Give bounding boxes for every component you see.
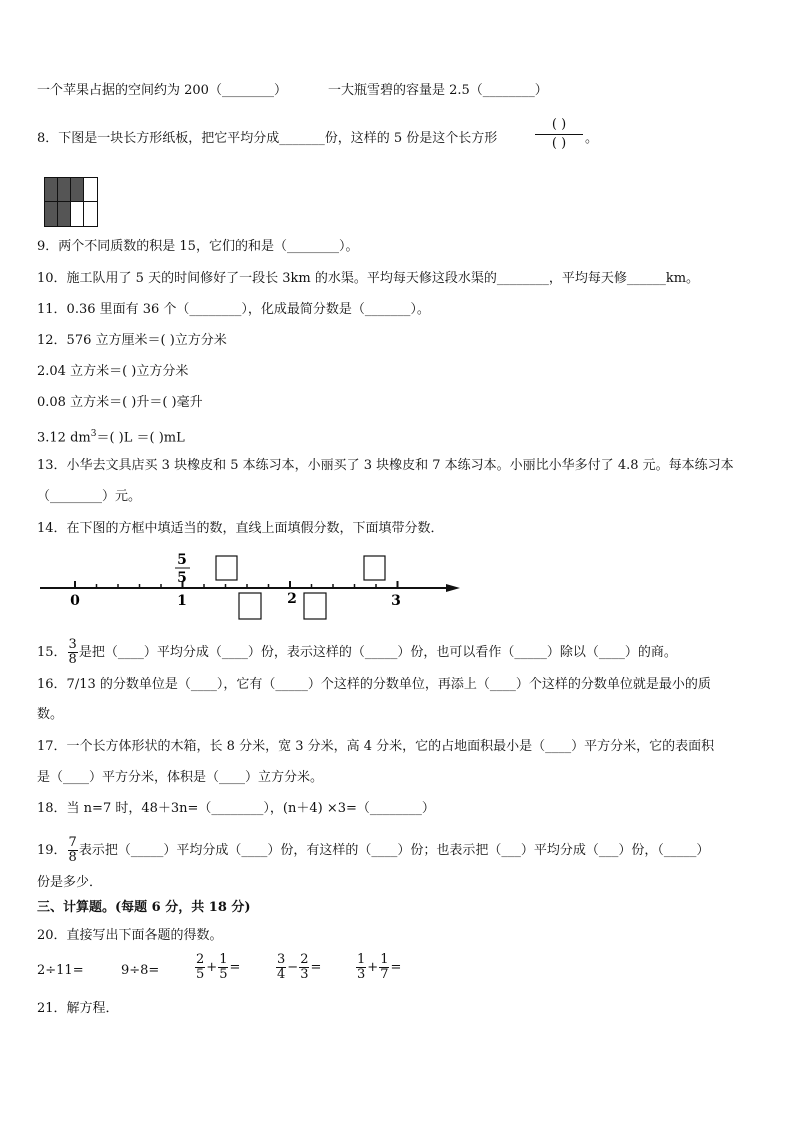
e3-a-den: 5: [196, 967, 205, 982]
q19-post: 表示把（_____）平均分成（____）份，有这样的（____）份；也表示把（___）平均分成（___）份，（_____）: [78, 843, 710, 858]
question-12a: 12．576 立方厘米＝( )立方分米: [37, 333, 227, 348]
grid-cell: [45, 202, 58, 226]
q19-den: 8: [68, 850, 77, 865]
answer-box-top-1[interactable]: [216, 556, 237, 580]
e3-a-num: 2: [196, 952, 205, 967]
nl-frac-num: 5: [177, 552, 187, 568]
grid-cell: [58, 202, 71, 226]
e4-b-num: 2: [300, 952, 309, 967]
e5-b-num: 1: [380, 952, 389, 967]
q15-den: 8: [68, 652, 77, 667]
question-14: 14．在下图的方框中填适当的数，直线上面填假分数，下面填带分数．: [37, 521, 444, 536]
question-12d: [37, 425, 185, 447]
question-17a: 17．一个长方体形状的木箱，长 8 分米，宽 3 分米，高 4 分米，它的占地面积最小是（____）平方分米，它的表面积: [37, 739, 715, 754]
nl-label-0: 0: [70, 593, 80, 609]
e5-a-den: 3: [357, 967, 366, 982]
e5-b-den: 7: [380, 967, 389, 982]
e4-b-den: 3: [300, 967, 309, 982]
grid-cell: [84, 178, 97, 202]
e4-a-num: 3: [277, 952, 286, 967]
calc-e3: [194, 953, 240, 982]
nl-label-1: 1: [177, 593, 187, 609]
e5-eq: =: [390, 960, 402, 975]
question-10: 10．施工队用了 5 天的时间修好了一段长 3km 的水渠。平均每天修这段水渠的________，平均每天修______km。: [37, 271, 700, 286]
q12d-post: ＝( )L ＝( )mL: [96, 430, 185, 446]
e4-eq: =: [310, 960, 322, 975]
calc-e5: [355, 953, 401, 982]
question-15: [37, 638, 677, 667]
q19-num: 7: [68, 835, 77, 850]
question-18: 18．当 n=7 时，48＋3n=（________），(n＋4) ×3=（________）: [37, 801, 435, 816]
answer-box-bottom-1[interactable]: [239, 593, 261, 619]
e3-eq: =: [229, 960, 241, 975]
question-16b: 数。: [37, 707, 64, 722]
e5-a-num: 1: [357, 952, 366, 967]
question-11: 11．0.36 里面有 36 个（________），化成最简分数是（_______）。: [37, 302, 430, 317]
question-12b: 2.04 立方米＝( )立方分米: [37, 364, 189, 379]
question-19b: 份是多少．: [37, 875, 103, 890]
e3-b-den: 5: [219, 967, 228, 982]
grid-cell: [58, 178, 71, 202]
nl-frac-den: 5: [177, 570, 187, 586]
grid-cell: [84, 202, 97, 226]
question-16a: 16．7/13 的分数单位是（____），它有（_____）个这样的分数单位，再添上（____）个这样的分数单位就是最小的质: [37, 677, 711, 692]
e4-op: −: [287, 960, 299, 975]
question-19: [37, 836, 709, 865]
q19-pre: 19．: [37, 843, 67, 858]
q7-line-b: 一大瓶雪碧的容量是 2.5（________）: [328, 83, 548, 98]
q8-frac-den: ( ): [551, 136, 567, 151]
grid-cell: [71, 202, 84, 226]
rectangle-grid-figure: [44, 177, 98, 227]
calc-e2: 9÷8=: [121, 963, 160, 978]
q15-num: 3: [68, 637, 77, 652]
e5-op: +: [367, 960, 379, 975]
calc-e4: [275, 953, 321, 982]
q12d-sup: 3: [90, 429, 97, 439]
e4-a-den: 4: [277, 967, 286, 982]
question-20: 20．直接写出下面各题的得数。: [37, 928, 223, 943]
nl-label-3: 3: [391, 593, 401, 609]
q12d-pre: 3.12 dm: [37, 430, 91, 446]
question-9: 9．两个不同质数的积是 15，它们的和是（________）。: [37, 239, 359, 254]
e3-b-num: 1: [219, 952, 228, 967]
q8-blank-fraction: [535, 116, 583, 153]
calc-e1: 2÷11=: [37, 963, 84, 978]
answer-box-top-2[interactable]: [364, 556, 385, 580]
q8-frac-num: ( ): [535, 116, 583, 135]
q15-pre: 15．: [37, 645, 67, 660]
nl-label-2: 2: [287, 591, 297, 607]
question-8: [37, 130, 497, 148]
number-line-arrow: [446, 584, 460, 592]
answer-box-bottom-2[interactable]: [304, 593, 326, 619]
question-12c: 0.08 立方米＝( )升＝( )毫升: [37, 395, 203, 410]
grid-cell: [71, 178, 84, 202]
q19-fraction: [68, 836, 78, 865]
grid-cell: [45, 178, 58, 202]
q15-fraction: [68, 638, 78, 667]
question-21: 21．解方程．: [37, 1001, 119, 1016]
number-line-figure: [0, 545, 794, 625]
q15-post: 是把（____）平均分成（____）份，表示这样的（_____）份，也可以看作（_____）除以（____）的商。: [78, 645, 677, 660]
q7-line-a: 一个苹果占据的空间约为 200（________）: [37, 83, 287, 98]
question-13b: （________）元。: [37, 489, 142, 504]
question-13a: 13．小华去文具店买 3 块橡皮和 5 本练习本，小丽买了 3 块橡皮和 7 本练习本。小丽比小华多付了 4.8 元。每本练习本: [37, 458, 734, 473]
section-3-heading: 三、计算题。(每题 6 分，共 18 分): [37, 900, 251, 915]
question-17b: 是（____）平方分米，体积是（____）立方分米。: [37, 770, 324, 785]
q8-text: 8．下图是一块长方形纸板，把它平均分成_______份，这样的 5 份是这个长方形: [37, 131, 498, 146]
e3-op: +: [206, 960, 218, 975]
q8-end: 。: [585, 131, 599, 146]
